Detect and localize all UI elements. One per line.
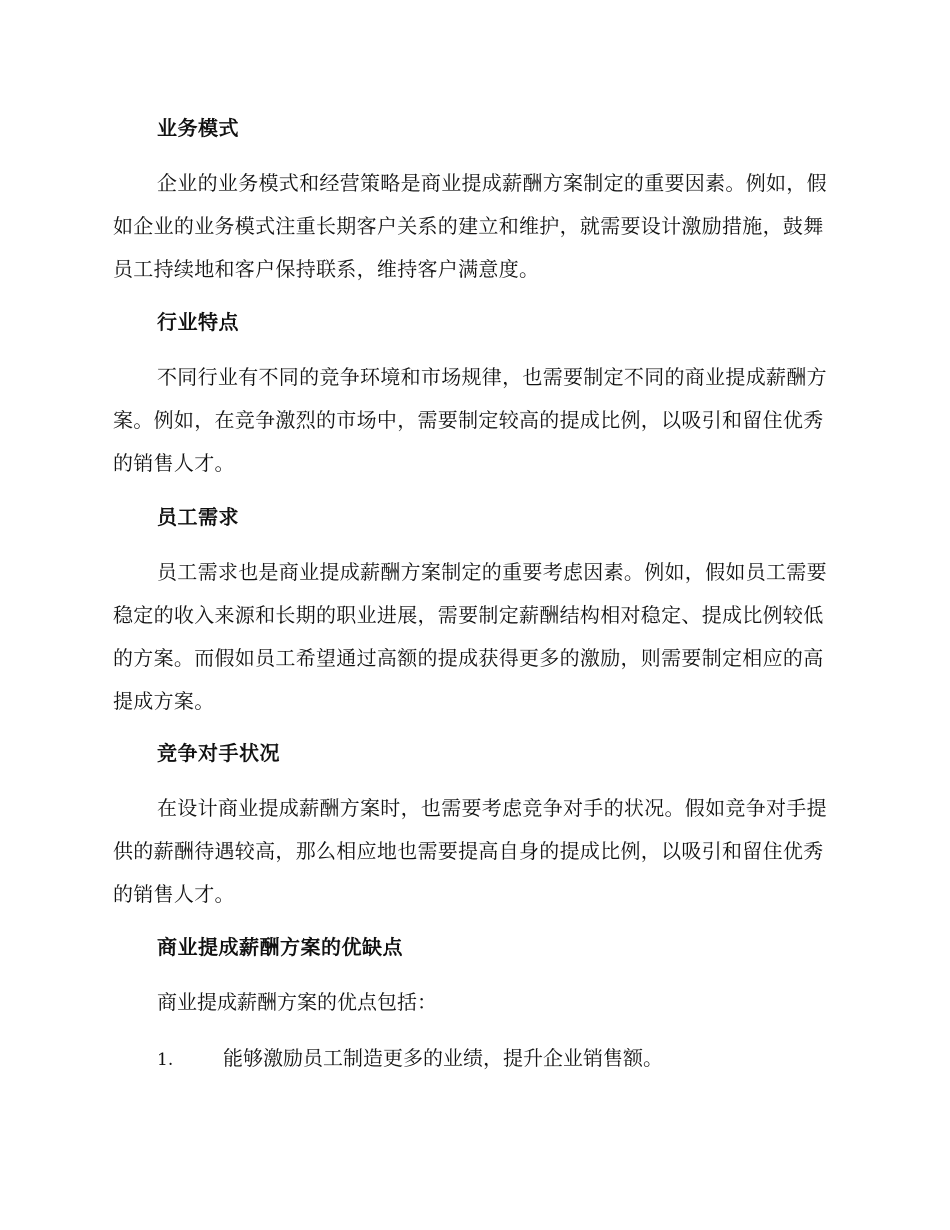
section-heading-employee-needs: 员工需求 [157,505,239,529]
list-item [157,1046,663,1072]
section-body-employee-needs: 员工需求也是商业提成薪酬方案制定的重要考虑因素。例如，假如员工需要稳定的收入来源和长期的职业进展，需要制定薪酬结构相对稳定、提成比例较低的方案。而假如员工希望通过高额的提成获得更多的激励，则需要制定相应的高提成方案。 [113,560,827,713]
list-item-number: 1. [157,1050,174,1070]
section-body-business-model: 企业的业务模式和经营策略是商业提成薪酬方案制定的重要因素。例如，假如企业的业务模式注重长期客户关系的建立和维护，就需要设计激励措施，鼓舞员工持续地和客户保持联系，维持客户满意度。 [113,171,827,281]
pros-cons-heading: 商业提成薪酬方案的优缺点 [157,935,403,959]
pros-intro: 商业提成薪酬方案的优点包括： [157,990,437,1014]
section-body-competitors: 在设计商业提成薪酬方案时，也需要考虑竞争对手的状况。假如竞争对手提供的薪酬待遇较高，那么相应地也需要提高自身的提成比例，以吸引和留住优秀的销售人才。 [113,796,827,906]
section-heading-business-model: 业务模式 [157,116,239,140]
section-heading-competitors: 竞争对手状况 [157,741,280,765]
section-heading-industry: 行业特点 [157,310,239,334]
list-item-text: 能够激励员工制造更多的业绩，提升企业销售额。 [223,1046,663,1070]
section-body-industry: 不同行业有不同的竞争环境和市场规律，也需要制定不同的商业提成薪酬方案。例如，在竞争激烈的市场中，需要制定较高的提成比例，以吸引和留住优秀的销售人才。 [113,365,827,475]
